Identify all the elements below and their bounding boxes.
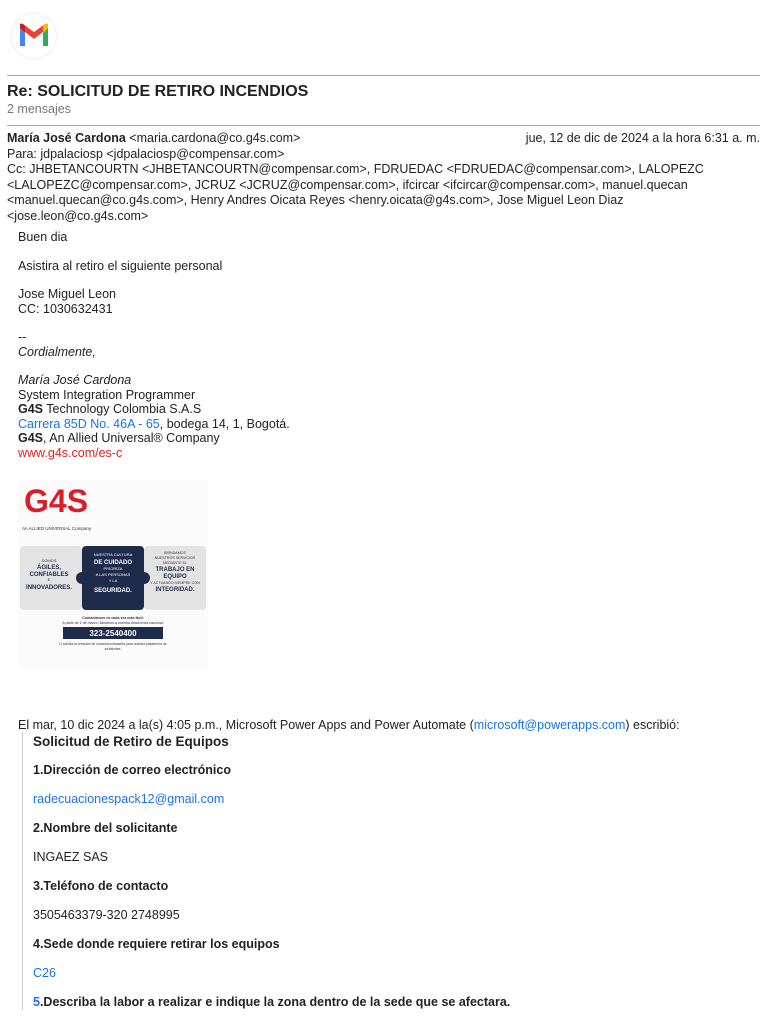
question-3: 3.Teléfono de contacto	[33, 879, 169, 893]
svg-text:NUESTROS SERVICIOS: NUESTROS SERVICIOS	[154, 556, 196, 560]
answer-3: 3505463379-320 2748995	[33, 908, 180, 922]
signature-address: Carrera 85D No. 46A - 65, bodega 14, 1, Bogotá.	[18, 416, 290, 431]
gmail-logo-icon	[12, 14, 56, 58]
quote-intro: El mar, 10 dic 2024 a la(s) 4:05 p.m., Microsoft Power Apps and Power Automate (microsoft@powerapps.com) escribió:	[18, 718, 680, 732]
svg-text:DE CUIDADO: DE CUIDADO	[93, 560, 133, 566]
body-line: Asistira al retiro el siguiente personal	[18, 258, 223, 273]
banner-phone: 323-2540400	[89, 629, 137, 638]
svg-text:SEGURIDAD.: SEGURIDAD.	[94, 588, 132, 594]
question-1: 1.Dirección de correo electrónico	[33, 763, 231, 777]
svg-text:EQUIPO: EQUIPO	[163, 574, 187, 580]
quoted-message	[22, 732, 753, 1010]
person-id: CC: 1030632431	[18, 301, 113, 316]
signature-separator: --	[18, 330, 27, 344]
svg-text:O solicita la creación de usua: O solicita la creación de usuario/contraseña para nuestra plataforma de	[59, 642, 167, 646]
greeting: Buen dia	[18, 230, 68, 244]
svg-text:INTEGRIDAD.: INTEGRIDAD.	[155, 587, 195, 593]
svg-text:CONFIABLES: CONFIABLES	[29, 572, 69, 578]
sender-email: <maria.cardona@co.g4s.com>	[129, 131, 301, 145]
cc-line-2: <LALOPEZC@compensar.com>, JCRUZ <JCRUZ@compensar.com>, ifcircar <ifcircar@compensar.com>, manuel.quecan	[7, 177, 688, 192]
subject-divider	[7, 125, 760, 126]
address-link[interactable]: Carrera 85D No. 46A - 65	[18, 416, 160, 431]
svg-text:Y LA: Y LA	[108, 578, 118, 583]
svg-text:solicitudes.: solicitudes.	[104, 647, 122, 651]
powerapps-email-link[interactable]: microsoft@powerapps.com	[473, 718, 626, 732]
signature-title: System Integration Programmer	[18, 387, 196, 402]
message-body	[18, 230, 758, 460]
question-2: 2.Nombre del solicitante	[33, 821, 178, 835]
svg-text:SOMOS: SOMOS	[41, 558, 57, 563]
question-4: 4.Sede donde requiere retirar los equipos	[33, 937, 280, 951]
svg-text:TRABAJO EN: TRABAJO EN	[155, 567, 195, 573]
answer-2: INGAEZ SAS	[33, 850, 109, 864]
message-header	[7, 131, 760, 224]
svg-text:Contactarnos es cada vez más f: Contactarnos es cada vez más fácil:	[82, 616, 144, 620]
svg-text:Y ACTUANDO SIEMPRE CON: Y ACTUANDO SIEMPRE CON	[150, 581, 200, 585]
to-line: Para: jdpalaciosp <jdpalaciosp@compensar.com>	[7, 146, 285, 161]
quote-title: Solicitud de Retiro de Equipos	[33, 734, 229, 749]
sender-name: María José Cardona	[7, 131, 126, 145]
svg-text:A LAS PERSONAS: A LAS PERSONAS	[95, 572, 131, 577]
closing: Cordialmente,	[18, 344, 96, 359]
answer-1-email-link[interactable]: radecuacionespack12@gmail.com	[33, 792, 225, 806]
website-link[interactable]: www.g4s.com/es-c	[18, 445, 123, 460]
svg-text:NUESTRA CULTURA: NUESTRA CULTURA	[93, 552, 133, 557]
svg-text:INNOVADORES.: INNOVADORES.	[26, 585, 72, 591]
top-divider	[7, 75, 760, 76]
signature-allied: G4S, An Allied Universal® Company	[18, 431, 220, 445]
signature-company: G4S Technology Colombia S.A.S	[18, 402, 202, 416]
g4s-logo-text: G4S	[24, 483, 89, 519]
allied-text: An ALLIED UNIVERSAL Company	[22, 526, 92, 531]
svg-text:BRINDAMOS: BRINDAMOS	[164, 551, 186, 555]
g4s-signature-banner	[18, 480, 208, 670]
answer-4: C26	[33, 966, 56, 980]
svg-text:MEDIANTE EL: MEDIANTE EL	[163, 561, 187, 565]
signature-name: María José Cardona	[18, 373, 132, 387]
g4s-brand: G4S	[18, 402, 44, 416]
question-5: 5.Describa la labor a realizar e indique la zona dentro de la sede que se afectara.	[33, 995, 511, 1009]
svg-text:PRIORIZA: PRIORIZA	[103, 566, 123, 571]
svg-text:ÁGILES,: ÁGILES,	[36, 565, 62, 571]
person-name: Jose Miguel Leon	[18, 287, 116, 301]
cc-line-1: Cc: JHBETANCOURTN <JHBETANCOURTN@compensar.com>, FDRUEDAC <FDRUEDAC@compensar.com>, LALOPEZC	[7, 162, 704, 176]
svg-text:E: E	[47, 577, 51, 582]
message-count: 2 mensajes	[7, 102, 71, 116]
svg-text:A partir de 1 de marzo, lláman: A partir de 1 de marzo, llámanos a nuestra única línea nacional:	[62, 621, 164, 625]
sender	[7, 131, 300, 147]
cc-line-3: <manuel.quecan@co.g4s.com>, Henry Andres Oicata Reyes <henry.oicata@g4s.com>, Jose Miguel Leon Diaz <jose.leon@co.g4s.com>	[7, 193, 624, 223]
message-date: jue, 12 de dic de 2024 a la hora 6:31 a. m.	[525, 131, 760, 145]
email-subject: Re: SOLICITUD DE RETIRO INCENDIOS	[7, 83, 309, 100]
